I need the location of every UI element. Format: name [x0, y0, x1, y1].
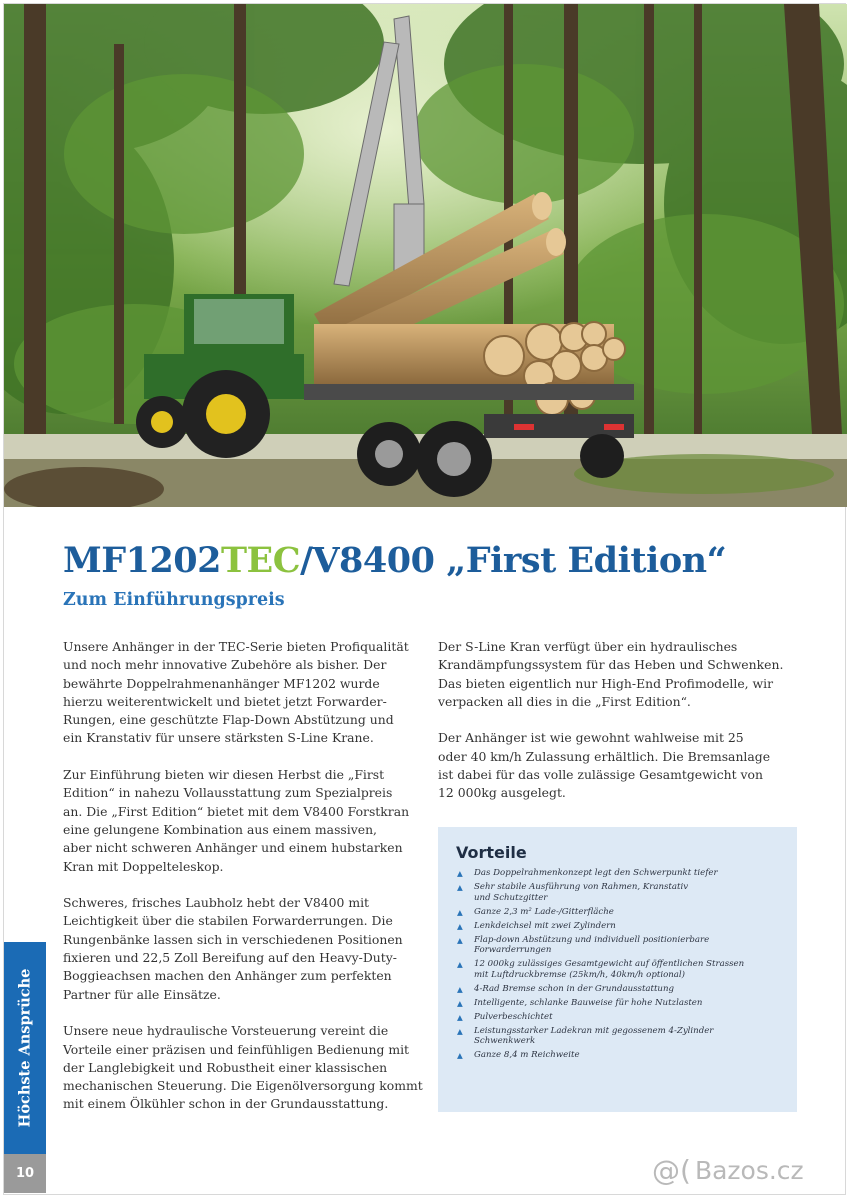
text-line: Leichtigkeit über die stabilen Forwarderrungen. Die [63, 913, 393, 929]
list-item-text: Schwenkwerk [474, 1036, 536, 1047]
headline-edition: /V8400 „First Edition“ [300, 540, 727, 581]
list-item-text: 4-Rad Bremse schon in der Grundausstattung [474, 983, 674, 994]
list-item [456, 882, 783, 903]
text-line: Vorteile einer präzisen und feinfühligen Bedienung mit [63, 1041, 410, 1057]
text-line: Zur Einführung bieten wir diesen Herbst die „First [63, 767, 385, 783]
list-item-text: 12 000kg zulässiges Gesamtgewicht auf öffentlichen Strassen [474, 959, 745, 970]
triangle-bullet-icon: ▲ [457, 998, 463, 1008]
paragraph [63, 638, 433, 748]
text-line: und noch mehr innovative Zubehöre als bisher. Der [63, 657, 387, 673]
vorteile-title: Vorteile [456, 843, 527, 862]
text-line: mechanischen Steuerung. Die Eigenölversorgung kommt [63, 1078, 423, 1094]
paragraph [438, 729, 803, 802]
text-line: mit einem Ölkühler schon in der Grundausstattung. [63, 1096, 389, 1112]
headline-tec: TEC [221, 540, 301, 581]
list-item [456, 1050, 783, 1061]
text-line: oder 40 km/h Zulassung erhältlich. Die Bremsanlage [438, 748, 771, 764]
list-item-text: Ganze 2,3 m² Lade-/Gitterfläche [474, 906, 614, 917]
triangle-bullet-icon: ▲ [457, 984, 463, 994]
list-item-text: Lenkdeichsel mit zwei Zylindern [474, 920, 616, 931]
text-line: Der Anhänger ist wie gewohnt wahlweise mit 25 [438, 730, 744, 746]
triangle-bullet-icon: ▲ [457, 960, 463, 970]
text-line: Edition“ in nahezu Vollausstattung zum Spezialpreis [63, 785, 393, 801]
text-line: bewährte Doppelrahmenanhänger MF1202 wurde [63, 675, 380, 691]
vorteile-list [456, 868, 783, 1061]
text-line: aber nicht schweren Anhänger und einem hubstarken [63, 840, 403, 856]
list-item [456, 907, 783, 918]
subheadline: Zum Einführungspreis [63, 590, 285, 610]
paragraph [63, 766, 433, 876]
text-line: an. Die „First Edition“ bietet mit dem V8400 Forstkran [63, 803, 410, 819]
paragraph [438, 638, 803, 711]
page-number: 10 [15, 1166, 35, 1181]
list-item-text: Ganze 8,4 m Reichweite [474, 1050, 580, 1061]
list-item-text: mit Luftdruckbremse (25km/h, 40km/h optional) [474, 969, 685, 980]
text-line: eine gelungene Kombination aus einem massiven, [63, 821, 377, 837]
list-item-text: Das Doppelrahmenkonzept legt den Schwerpunkt tiefer [474, 868, 718, 878]
headline [63, 540, 726, 581]
right-column [438, 638, 803, 821]
text-line: Rungenbänke lassen sich in verschiedenen Positionen [63, 931, 403, 947]
bazos-logo-icon: @( [652, 1153, 691, 1187]
list-item [456, 959, 783, 980]
text-line: ein Kranstativ für unsere stärksten S-Line Krane. [63, 730, 374, 746]
list-item [456, 935, 783, 956]
text-line: verpacken all dies in die „First Edition“. [438, 693, 691, 709]
list-item-text: Pulverbeschichtet [474, 1011, 553, 1022]
paragraph [63, 894, 433, 1004]
headline-model: MF1202 [63, 540, 222, 581]
list-item-text: Forwarderrungen [474, 945, 552, 956]
text-line: Unsere neue hydraulische Vorsteuerung vereint die [63, 1023, 389, 1039]
triangle-bullet-icon: ▲ [457, 869, 463, 878]
text-line: hierzu weiterentwickelt und bietet jetzt Forwarder- [63, 693, 387, 709]
side-tab-label: Höchste Ansprüche [16, 968, 34, 1128]
text-line: Krandämpfungssystem für das Heben und Schwenken. [438, 657, 784, 673]
list-item [456, 1012, 783, 1023]
list-item [456, 998, 783, 1009]
text-line: Kran mit Doppelteleskop. [63, 858, 224, 874]
list-item-text: Sehr stabile Ausführung von Rahmen, Kranstativ [474, 881, 689, 892]
text-line: Partner für alle Einsätze. [63, 986, 221, 1002]
list-item [456, 868, 783, 879]
paragraph [63, 1022, 433, 1113]
triangle-bullet-icon: ▲ [457, 907, 463, 917]
watermark [652, 1150, 804, 1190]
side-tab [4, 942, 46, 1154]
triangle-bullet-icon: ▲ [457, 1026, 463, 1036]
text-line: der Langlebigkeit und Robustheit einer klassischen [63, 1059, 388, 1075]
text-line: Das bieten eigentlich nur High-End Profimodelle, wir [438, 675, 774, 691]
triangle-bullet-icon: ▲ [457, 921, 463, 931]
forest-tractor-crane-photo [4, 4, 847, 507]
list-item [456, 921, 783, 932]
list-item-text: Intelligente, schlanke Bauweise für hohe Nutzlasten [474, 997, 703, 1008]
text-line: ist dabei für das volle zulässige Gesamtgewicht von [438, 767, 763, 783]
triangle-bullet-icon: ▲ [457, 1012, 463, 1022]
text-line: Boggieachsen machen den Anhänger zum perfekten [63, 968, 392, 984]
list-item [456, 984, 783, 995]
text-line: 12 000kg ausgelegt. [438, 785, 566, 801]
list-item-text: Flap-down Abstützung und individuell positionierbare [474, 934, 710, 945]
text-line: fixieren und 22,5 Zoll Bereifung auf den Heavy-Duty- [63, 950, 397, 966]
vorteile-box [438, 827, 797, 1112]
text-line: Unsere Anhänger in der TEC-Serie bieten Profiqualität [63, 639, 409, 654]
text-line: Rungen, eine geschützte Flap-Down Abstützung und [63, 712, 394, 728]
text-line: Schweres, frisches Laubholz hebt der V8400 mit [63, 895, 370, 911]
text-line: Der S-Line Kran verfügt über ein hydraulisches [438, 639, 738, 654]
page-number-box [4, 1154, 46, 1193]
hero-photo [4, 4, 847, 507]
list-item-text: und Schutzgitter [474, 892, 548, 903]
triangle-bullet-icon: ▲ [457, 882, 463, 892]
triangle-bullet-icon: ▲ [457, 1051, 463, 1061]
list-item [456, 1026, 783, 1047]
watermark-text: Bazos.cz [694, 1155, 804, 1185]
list-item-text: Leistungsstarker Ladekran mit gegossenem 4-Zylinder [474, 1025, 714, 1036]
left-column [63, 638, 433, 1132]
triangle-bullet-icon: ▲ [457, 935, 463, 945]
